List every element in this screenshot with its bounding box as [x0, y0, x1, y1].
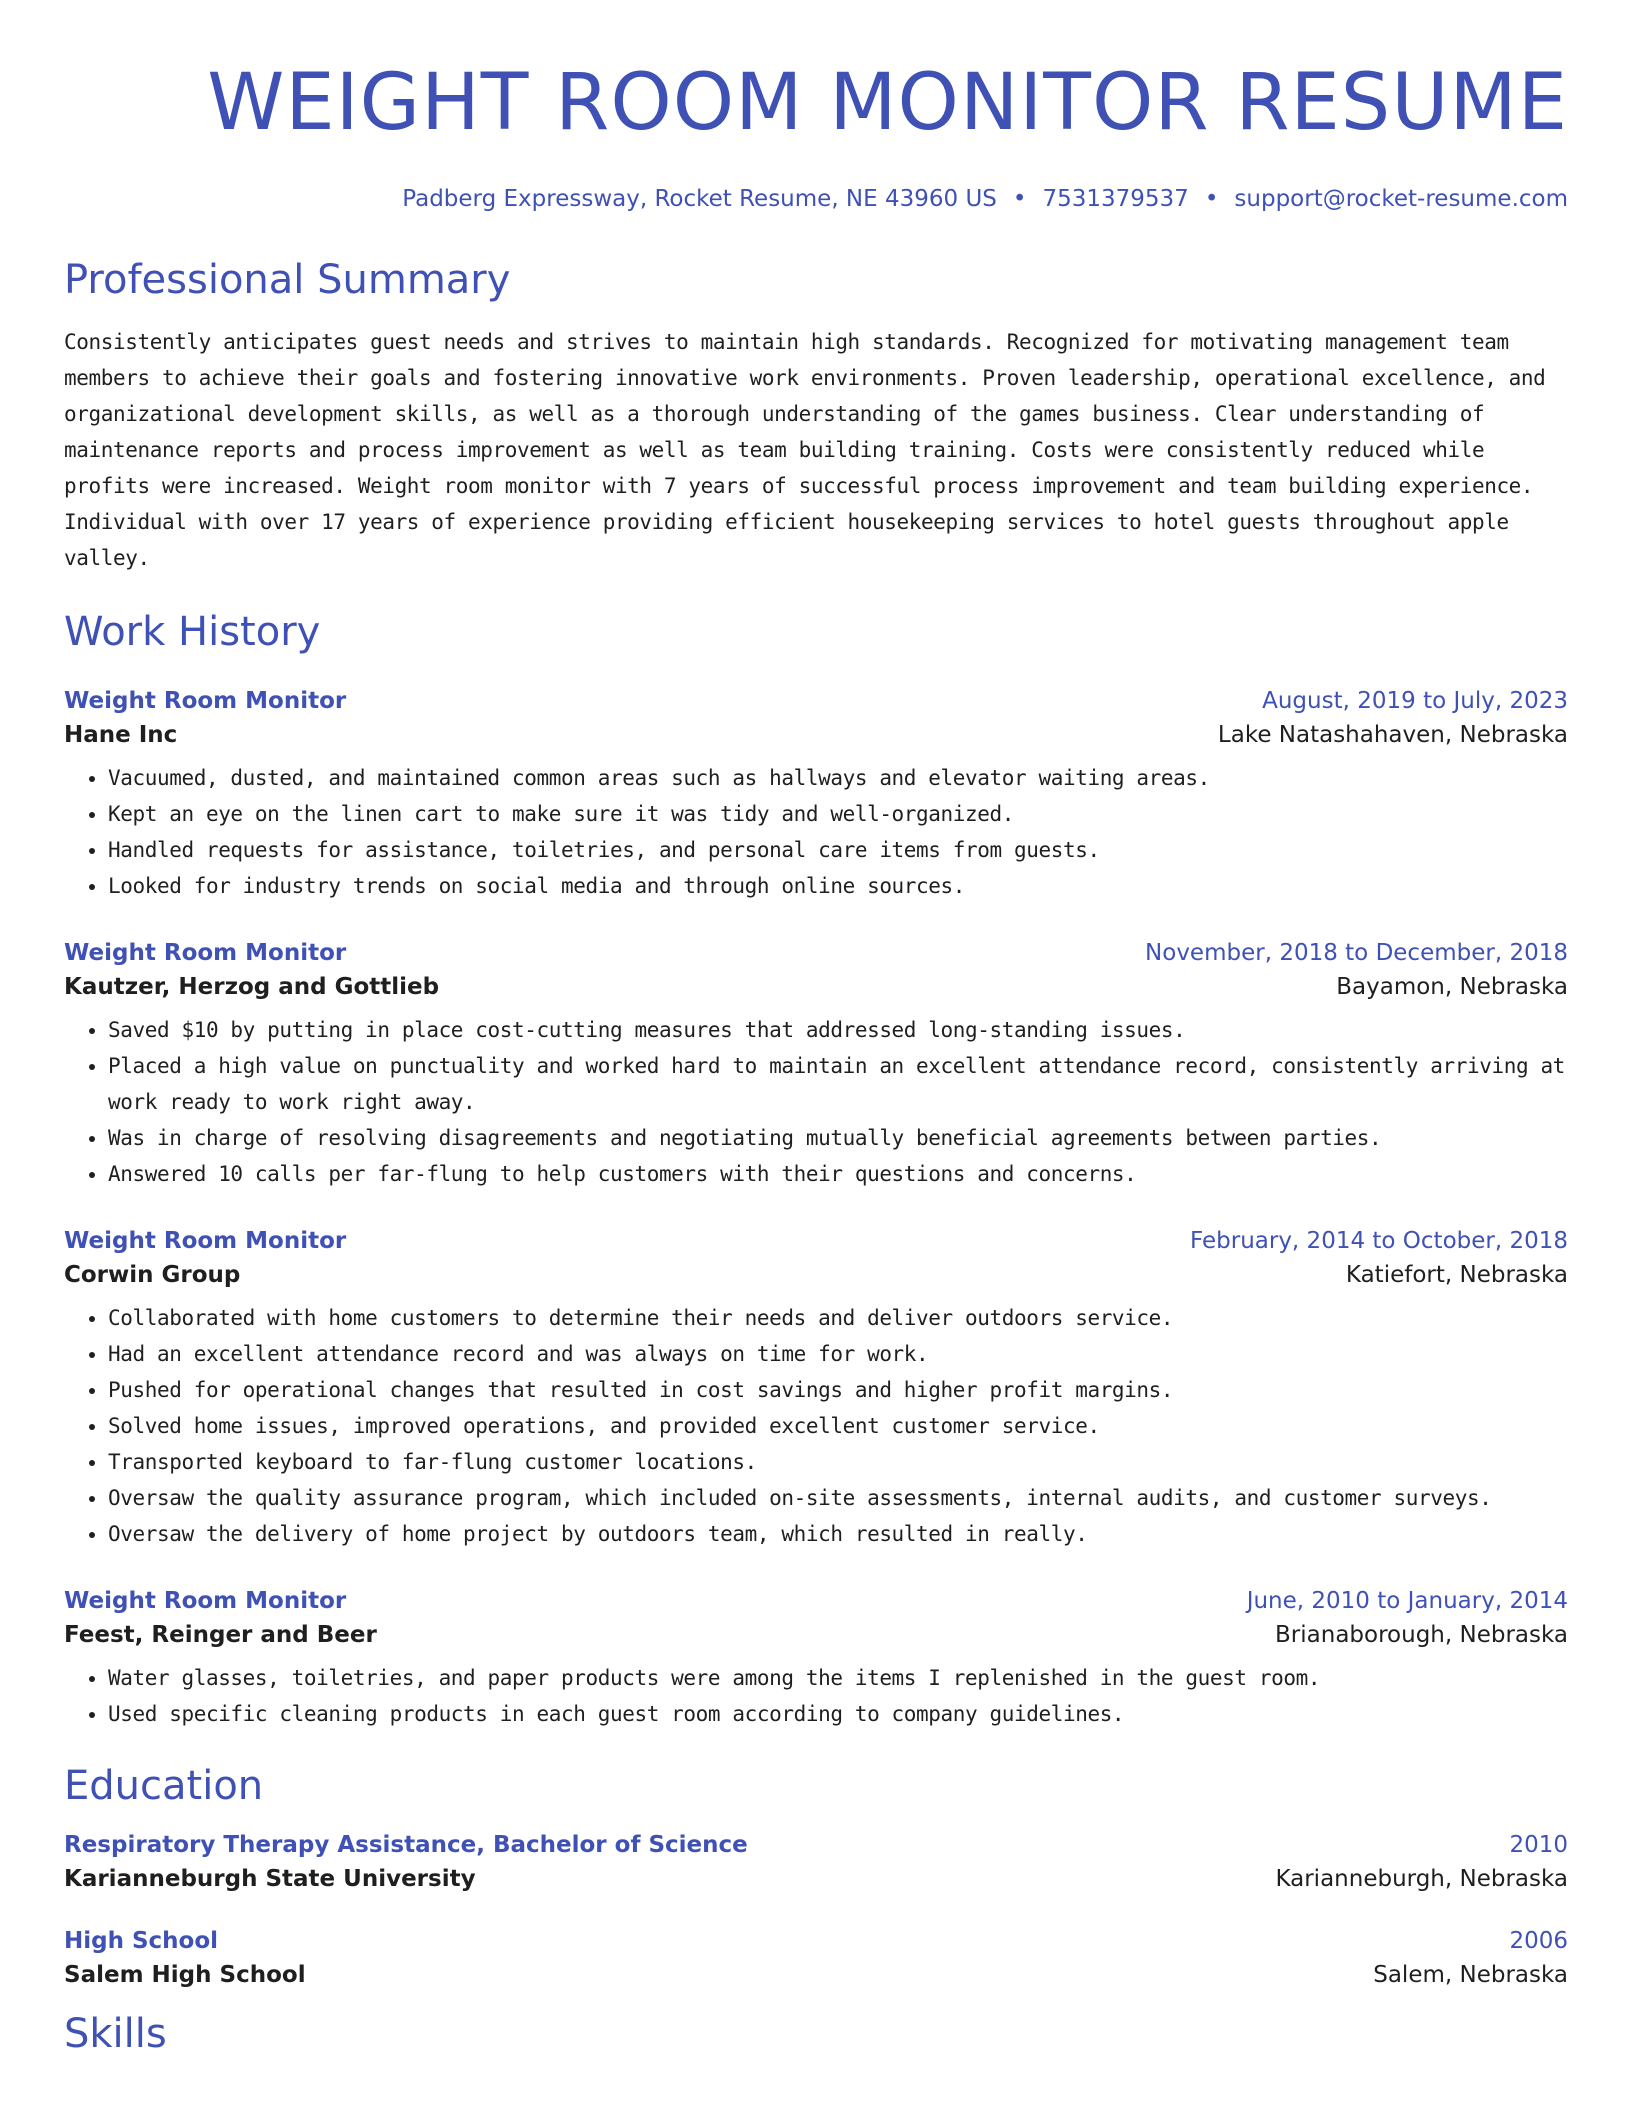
- job-entry: [64, 688, 1568, 904]
- job-bullet: • Looked for industry trends on social media and through online sources.: [108, 868, 1568, 904]
- job-company-row: [64, 1262, 1568, 1288]
- job-title: Weight Room Monitor: [64, 1228, 347, 1254]
- section-title-summary: Professional Summary: [64, 257, 511, 303]
- job-dates: November, 2018 to December, 2018: [1145, 940, 1568, 966]
- job-location: Lake Natashahaven, Nebraska: [1217, 722, 1568, 748]
- job-bullet: • Solved home issues, improved operations, and provided excellent customer service.: [108, 1408, 1568, 1444]
- job-bullet: • Was in charge of resolving disagreements and negotiating mutually beneficial agreements between parties.: [108, 1120, 1568, 1156]
- job-bullet: • Kept an eye on the linen cart to make sure it was tidy and well-organized.: [108, 796, 1568, 832]
- job-bullet: • Saved $10 by putting in place cost-cutting measures that addressed long-standing issues.: [108, 1012, 1568, 1048]
- contact-line: [64, 186, 1568, 212]
- job-bullet: • Collaborated with home customers to determine their needs and deliver outdoors service.: [108, 1300, 1568, 1336]
- education-header-row: [64, 1832, 1568, 1858]
- education-header-row: [64, 1928, 1568, 1954]
- job-dates: August, 2019 to July, 2023: [1262, 688, 1568, 714]
- education-degree: High School: [64, 1928, 219, 1954]
- separator-dot: •: [1204, 186, 1219, 212]
- job-title: Weight Room Monitor: [64, 1588, 347, 1614]
- job-bullet-list: [64, 1012, 1568, 1192]
- job-bullet: • Vacuumed, dusted, and maintained common areas such as hallways and elevator waiting areas.: [108, 760, 1568, 796]
- contact-address: Padberg Expressway, Rocket Resume, NE 43960 US: [402, 186, 997, 212]
- job-company-row: [64, 722, 1568, 748]
- job-bullet: • Answered 10 calls per far-flung to help customers with their questions and concerns.: [108, 1156, 1568, 1192]
- job-bullet-list: [64, 1660, 1568, 1732]
- job-bullet: • Water glasses, toiletries, and paper products were among the items I replenished in the guest room.: [108, 1660, 1568, 1696]
- section-title-education: Education: [64, 1763, 264, 1809]
- education-list: [64, 1832, 1568, 1988]
- job-company-row: [64, 1622, 1568, 1648]
- job-entry: [64, 940, 1568, 1192]
- job-bullet: • Pushed for operational changes that resulted in cost savings and higher profit margins.: [108, 1372, 1568, 1408]
- education-year: 2006: [1509, 1928, 1568, 1954]
- education-location: Karianneburgh, Nebraska: [1275, 1866, 1568, 1892]
- job-header-row: [64, 940, 1568, 966]
- job-company: Corwin Group: [64, 1262, 241, 1288]
- separator-dot: •: [1012, 186, 1027, 212]
- job-bullet-list: [64, 1300, 1568, 1552]
- job-company-row: [64, 974, 1568, 1000]
- education-school-row: [64, 1866, 1568, 1892]
- job-dates: June, 2010 to January, 2014: [1246, 1588, 1568, 1614]
- education-year: 2010: [1509, 1832, 1568, 1858]
- job-bullet: • Transported keyboard to far-flung customer locations.: [108, 1444, 1568, 1480]
- job-title: Weight Room Monitor: [64, 940, 347, 966]
- job-company: Hane Inc: [64, 722, 178, 748]
- summary-text: Consistently anticipates guest needs and strives to maintain high standards. Recognized for motivating management team members to achieve their goals and fostering innovative work environments. Proven leadership, operational excellence, and organizational development skills, as well as a thorough understanding of the games business. Clear understanding of maintenance reports and process improvement as well as team building training. Costs were consistently reduced while profits were increased. Weight room monitor with 7 years of successful process improvement and team building experience. Individual with over 17 years of experience providing efficient housekeeping services to hotel guests throughout apple valley.: [64, 330, 1546, 570]
- job-bullet: • Had an excellent attendance record and was always on time for work.: [108, 1336, 1568, 1372]
- job-bullet-list: [64, 760, 1568, 904]
- job-bullet: • Oversaw the delivery of home project by outdoors team, which resulted in really.: [108, 1516, 1568, 1552]
- contact-email: support@rocket-resume.com: [1234, 186, 1568, 212]
- job-location: Katiefort, Nebraska: [1345, 1262, 1568, 1288]
- job-bullet: • Handled requests for assistance, toiletries, and personal care items from guests.: [108, 832, 1568, 868]
- job-dates: February, 2014 to October, 2018: [1190, 1228, 1568, 1254]
- section-title-skills: Skills: [64, 2011, 167, 2057]
- education-location: Salem, Nebraska: [1373, 1962, 1568, 1988]
- job-location: Bayamon, Nebraska: [1336, 974, 1568, 1000]
- job-company: Feest, Reinger and Beer: [64, 1622, 377, 1648]
- education-degree: Respiratory Therapy Assistance, Bachelor of Science: [64, 1832, 748, 1858]
- education-entry: [64, 1832, 1568, 1892]
- education-school: Karianneburgh State University: [64, 1866, 476, 1892]
- work-history-list: [64, 688, 1568, 1732]
- job-entry: [64, 1588, 1568, 1732]
- job-bullet: • Placed a high value on punctuality and worked hard to maintain an excellent attendance record, consistently arriving at work ready to work right away.: [108, 1048, 1568, 1120]
- section-title-work-history: Work History: [64, 609, 321, 655]
- education-entry: [64, 1928, 1568, 1988]
- resume-title: WEIGHT ROOM MONITOR RESUME: [207, 58, 1568, 148]
- job-bullet: • Used specific cleaning products in each guest room according to company guidelines.: [108, 1696, 1568, 1732]
- job-location: Brianaborough, Nebraska: [1275, 1622, 1568, 1648]
- job-bullet: • Oversaw the quality assurance program, which included on-site assessments, internal audits, and customer surveys.: [108, 1480, 1568, 1516]
- job-entry: [64, 1228, 1568, 1552]
- education-school: Salem High School: [64, 1962, 306, 1988]
- resume-page: [64, 0, 1568, 2058]
- job-company: Kautzer, Herzog and Gottlieb: [64, 974, 440, 1000]
- contact-phone: 7531379537: [1042, 186, 1189, 212]
- education-school-row: [64, 1962, 1568, 1988]
- job-header-row: [64, 688, 1568, 714]
- job-title: Weight Room Monitor: [64, 688, 347, 714]
- job-header-row: [64, 1228, 1568, 1254]
- job-header-row: [64, 1588, 1568, 1614]
